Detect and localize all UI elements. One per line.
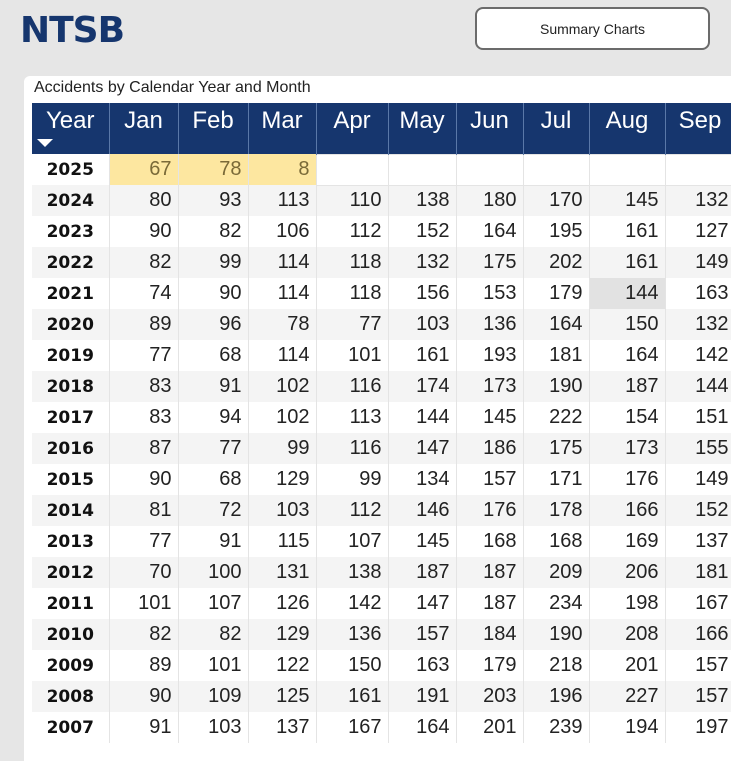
value-cell[interactable]: 187 xyxy=(456,557,523,588)
row-year-cell[interactable]: 2019 xyxy=(32,340,109,371)
value-cell[interactable]: 173 xyxy=(589,433,665,464)
value-cell[interactable]: 100 xyxy=(178,557,248,588)
value-cell[interactable]: 91 xyxy=(178,526,248,557)
value-cell[interactable]: 137 xyxy=(665,526,731,557)
value-cell[interactable]: 206 xyxy=(589,557,665,588)
value-cell[interactable]: 166 xyxy=(665,619,731,650)
value-cell[interactable]: 197 xyxy=(665,712,731,743)
value-cell[interactable]: 89 xyxy=(109,650,178,681)
matrix-header-row xyxy=(32,103,731,154)
value-cell[interactable] xyxy=(456,154,523,185)
value-cell[interactable]: 157 xyxy=(665,650,731,681)
value-cell[interactable]: 164 xyxy=(589,340,665,371)
value-cell[interactable]: 125 xyxy=(248,681,316,712)
table-row xyxy=(32,154,731,185)
table-row xyxy=(32,650,731,681)
value-cell[interactable]: 166 xyxy=(589,495,665,526)
value-cell[interactable]: 161 xyxy=(316,681,388,712)
value-cell[interactable]: 179 xyxy=(456,650,523,681)
value-cell[interactable]: 154 xyxy=(589,402,665,433)
value-cell[interactable]: 202 xyxy=(523,247,589,278)
ntsb-logo: NTSB xyxy=(20,10,125,51)
value-cell[interactable]: 103 xyxy=(178,712,248,743)
value-cell[interactable]: 136 xyxy=(456,309,523,340)
value-cell[interactable]: 83 xyxy=(109,371,178,402)
sort-descending-icon[interactable] xyxy=(37,139,53,147)
value-cell[interactable]: 178 xyxy=(523,495,589,526)
value-cell[interactable]: 138 xyxy=(316,557,388,588)
row-year-cell[interactable]: 2025 xyxy=(32,154,109,185)
value-cell[interactable]: 208 xyxy=(589,619,665,650)
value-cell[interactable]: 190 xyxy=(523,619,589,650)
row-year-cell[interactable]: 2018 xyxy=(32,371,109,402)
matrix-title: Accidents by Calendar Year and Month xyxy=(34,79,311,96)
value-cell[interactable]: 190 xyxy=(523,371,589,402)
value-cell[interactable]: 201 xyxy=(456,712,523,743)
table-row xyxy=(32,185,731,216)
value-cell[interactable]: 89 xyxy=(109,309,178,340)
value-cell[interactable]: 144 xyxy=(388,402,456,433)
value-cell[interactable]: 103 xyxy=(248,495,316,526)
value-cell[interactable]: 103 xyxy=(388,309,456,340)
value-cell[interactable]: 68 xyxy=(178,340,248,371)
table-row xyxy=(32,278,731,309)
row-year-cell[interactable]: 2020 xyxy=(32,309,109,340)
value-cell[interactable]: 164 xyxy=(523,309,589,340)
value-cell[interactable]: 91 xyxy=(109,712,178,743)
month-column-header-jun[interactable]: Jun xyxy=(456,103,523,154)
value-cell[interactable]: 161 xyxy=(589,247,665,278)
value-cell[interactable]: 82 xyxy=(178,619,248,650)
table-row xyxy=(32,340,731,371)
row-year-cell[interactable]: 2024 xyxy=(32,185,109,216)
value-cell[interactable]: 78 xyxy=(178,154,248,185)
value-cell[interactable]: 99 xyxy=(248,433,316,464)
value-cell[interactable]: 132 xyxy=(665,309,731,340)
month-column-header-jan[interactable]: Jan xyxy=(109,103,178,154)
value-cell[interactable]: 101 xyxy=(178,650,248,681)
value-cell[interactable]: 176 xyxy=(589,464,665,495)
value-cell[interactable] xyxy=(523,154,589,185)
value-cell[interactable]: 151 xyxy=(665,402,731,433)
value-cell[interactable]: 107 xyxy=(316,526,388,557)
table-row xyxy=(32,464,731,495)
value-cell[interactable]: 161 xyxy=(388,340,456,371)
accidents-matrix-panel xyxy=(24,76,731,761)
table-row xyxy=(32,309,731,340)
value-cell[interactable]: 126 xyxy=(248,588,316,619)
value-cell[interactable]: 191 xyxy=(388,681,456,712)
value-cell[interactable]: 82 xyxy=(109,247,178,278)
top-bar xyxy=(0,0,731,66)
value-cell[interactable]: 186 xyxy=(456,433,523,464)
value-cell[interactable]: 145 xyxy=(589,185,665,216)
value-cell[interactable]: 209 xyxy=(523,557,589,588)
value-cell[interactable]: 8 xyxy=(248,154,316,185)
value-cell[interactable]: 181 xyxy=(665,557,731,588)
value-cell[interactable]: 175 xyxy=(456,247,523,278)
table-row xyxy=(32,619,731,650)
value-cell[interactable]: 113 xyxy=(316,402,388,433)
value-cell[interactable]: 80 xyxy=(109,185,178,216)
value-cell[interactable]: 201 xyxy=(589,650,665,681)
value-cell[interactable]: 87 xyxy=(109,433,178,464)
value-cell[interactable]: 90 xyxy=(109,216,178,247)
value-cell[interactable]: 196 xyxy=(523,681,589,712)
month-column-header-aug[interactable]: Aug xyxy=(589,103,665,154)
row-year-cell[interactable]: 2014 xyxy=(32,495,109,526)
value-cell[interactable]: 155 xyxy=(665,433,731,464)
value-cell[interactable]: 187 xyxy=(388,557,456,588)
table-row xyxy=(32,588,731,619)
value-cell[interactable]: 157 xyxy=(388,619,456,650)
value-cell[interactable]: 83 xyxy=(109,402,178,433)
value-cell[interactable]: 227 xyxy=(589,681,665,712)
value-cell[interactable]: 102 xyxy=(248,371,316,402)
table-row xyxy=(32,712,731,743)
accidents-matrix xyxy=(32,103,731,743)
month-column-header-jul[interactable]: Jul xyxy=(523,103,589,154)
value-cell[interactable]: 91 xyxy=(178,371,248,402)
value-cell[interactable]: 198 xyxy=(589,588,665,619)
value-cell[interactable]: 174 xyxy=(388,371,456,402)
value-cell[interactable]: 70 xyxy=(109,557,178,588)
value-cell[interactable]: 78 xyxy=(248,309,316,340)
value-cell[interactable]: 138 xyxy=(388,185,456,216)
value-cell[interactable]: 184 xyxy=(456,619,523,650)
value-cell[interactable]: 68 xyxy=(178,464,248,495)
value-cell[interactable]: 171 xyxy=(523,464,589,495)
row-year-cell[interactable]: 2022 xyxy=(32,247,109,278)
value-cell[interactable]: 147 xyxy=(388,588,456,619)
value-cell[interactable]: 114 xyxy=(248,247,316,278)
table-row xyxy=(32,495,731,526)
value-cell[interactable]: 145 xyxy=(456,402,523,433)
value-cell[interactable]: 168 xyxy=(456,526,523,557)
value-cell[interactable]: 142 xyxy=(665,340,731,371)
row-year-cell[interactable]: 2011 xyxy=(32,588,109,619)
value-cell[interactable]: 150 xyxy=(589,309,665,340)
value-cell[interactable]: 116 xyxy=(316,433,388,464)
value-cell[interactable]: 90 xyxy=(178,278,248,309)
value-cell[interactable]: 147 xyxy=(388,433,456,464)
value-cell[interactable]: 129 xyxy=(248,619,316,650)
value-cell[interactable]: 81 xyxy=(109,495,178,526)
value-cell[interactable]: 193 xyxy=(456,340,523,371)
table-row xyxy=(32,247,731,278)
value-cell[interactable] xyxy=(665,154,731,185)
value-cell[interactable]: 118 xyxy=(316,278,388,309)
value-cell[interactable]: 82 xyxy=(178,216,248,247)
value-cell[interactable]: 169 xyxy=(589,526,665,557)
value-cell[interactable]: 164 xyxy=(388,712,456,743)
value-cell[interactable]: 82 xyxy=(109,619,178,650)
value-cell[interactable]: 67 xyxy=(109,154,178,185)
value-cell[interactable]: 77 xyxy=(109,526,178,557)
value-cell[interactable]: 131 xyxy=(248,557,316,588)
month-column-header-apr[interactable]: Apr xyxy=(316,103,388,154)
row-year-cell[interactable]: 2008 xyxy=(32,681,109,712)
value-cell[interactable]: 176 xyxy=(456,495,523,526)
month-column-header-mar[interactable]: Mar xyxy=(248,103,316,154)
value-cell[interactable]: 149 xyxy=(665,247,731,278)
value-cell[interactable]: 132 xyxy=(388,247,456,278)
row-year-cell[interactable]: 2009 xyxy=(32,650,109,681)
value-cell[interactable]: 152 xyxy=(388,216,456,247)
value-cell[interactable]: 175 xyxy=(523,433,589,464)
value-cell[interactable]: 77 xyxy=(316,309,388,340)
value-cell[interactable] xyxy=(388,154,456,185)
row-year-cell[interactable]: 2015 xyxy=(32,464,109,495)
table-row xyxy=(32,681,731,712)
row-year-cell[interactable]: 2012 xyxy=(32,557,109,588)
value-cell[interactable]: 218 xyxy=(523,650,589,681)
value-cell[interactable]: 145 xyxy=(388,526,456,557)
year-column-header[interactable] xyxy=(32,103,109,154)
value-cell[interactable]: 167 xyxy=(316,712,388,743)
value-cell[interactable]: 161 xyxy=(589,216,665,247)
value-cell[interactable]: 203 xyxy=(456,681,523,712)
value-cell[interactable]: 113 xyxy=(248,185,316,216)
value-cell[interactable]: 137 xyxy=(248,712,316,743)
value-cell[interactable]: 152 xyxy=(665,495,731,526)
value-cell[interactable] xyxy=(589,154,665,185)
row-year-cell[interactable]: 2021 xyxy=(32,278,109,309)
value-cell[interactable]: 170 xyxy=(523,185,589,216)
value-cell[interactable]: 181 xyxy=(523,340,589,371)
value-cell[interactable]: 118 xyxy=(316,247,388,278)
value-cell[interactable]: 134 xyxy=(388,464,456,495)
month-column-header-sep[interactable]: Sep xyxy=(665,103,731,154)
value-cell[interactable]: 90 xyxy=(109,464,178,495)
value-cell[interactable]: 164 xyxy=(456,216,523,247)
value-cell[interactable]: 122 xyxy=(248,650,316,681)
row-year-cell[interactable]: 2010 xyxy=(32,619,109,650)
table-row xyxy=(32,216,731,247)
value-cell[interactable]: 180 xyxy=(456,185,523,216)
value-cell[interactable]: 156 xyxy=(388,278,456,309)
value-cell[interactable]: 94 xyxy=(178,402,248,433)
value-cell[interactable]: 195 xyxy=(523,216,589,247)
value-cell[interactable]: 179 xyxy=(523,278,589,309)
summary-charts-button[interactable]: Summary Charts xyxy=(475,7,710,50)
value-cell[interactable]: 146 xyxy=(388,495,456,526)
value-cell[interactable]: 157 xyxy=(665,681,731,712)
row-year-cell[interactable]: 2016 xyxy=(32,433,109,464)
value-cell[interactable]: 114 xyxy=(248,278,316,309)
value-cell[interactable]: 129 xyxy=(248,464,316,495)
value-cell[interactable]: 163 xyxy=(665,278,731,309)
value-cell[interactable]: 99 xyxy=(178,247,248,278)
table-row xyxy=(32,402,731,433)
table-row xyxy=(32,371,731,402)
value-cell[interactable]: 115 xyxy=(248,526,316,557)
value-cell[interactable]: 112 xyxy=(316,216,388,247)
value-cell[interactable]: 90 xyxy=(109,681,178,712)
value-cell[interactable]: 107 xyxy=(178,588,248,619)
table-row xyxy=(32,526,731,557)
table-row xyxy=(32,557,731,588)
value-cell[interactable]: 101 xyxy=(316,340,388,371)
value-cell[interactable]: 163 xyxy=(388,650,456,681)
value-cell[interactable]: 106 xyxy=(248,216,316,247)
value-cell[interactable]: 112 xyxy=(316,495,388,526)
value-cell[interactable]: 136 xyxy=(316,619,388,650)
value-cell[interactable]: 127 xyxy=(665,216,731,247)
value-cell[interactable]: 116 xyxy=(316,371,388,402)
value-cell[interactable]: 77 xyxy=(178,433,248,464)
value-cell[interactable] xyxy=(316,154,388,185)
row-year-cell[interactable]: 2013 xyxy=(32,526,109,557)
row-year-cell[interactable]: 2023 xyxy=(32,216,109,247)
value-cell[interactable]: 132 xyxy=(665,185,731,216)
row-year-cell[interactable]: 2007 xyxy=(32,712,109,743)
value-cell[interactable]: 93 xyxy=(178,185,248,216)
value-cell[interactable]: 74 xyxy=(109,278,178,309)
value-cell[interactable]: 173 xyxy=(456,371,523,402)
value-cell[interactable]: 96 xyxy=(178,309,248,340)
month-column-header-may[interactable]: May xyxy=(388,103,456,154)
value-cell[interactable]: 149 xyxy=(665,464,731,495)
value-cell[interactable]: 222 xyxy=(523,402,589,433)
value-cell[interactable]: 144 xyxy=(665,371,731,402)
value-cell[interactable]: 150 xyxy=(316,650,388,681)
value-cell[interactable]: 168 xyxy=(523,526,589,557)
value-cell[interactable]: 144 xyxy=(589,278,665,309)
value-cell[interactable]: 72 xyxy=(178,495,248,526)
value-cell[interactable]: 102 xyxy=(248,402,316,433)
value-cell[interactable]: 114 xyxy=(248,340,316,371)
value-cell[interactable]: 110 xyxy=(316,185,388,216)
value-cell[interactable]: 194 xyxy=(589,712,665,743)
value-cell[interactable]: 187 xyxy=(589,371,665,402)
value-cell[interactable]: 153 xyxy=(456,278,523,309)
value-cell[interactable]: 109 xyxy=(178,681,248,712)
value-cell[interactable]: 157 xyxy=(456,464,523,495)
value-cell[interactable]: 239 xyxy=(523,712,589,743)
value-cell[interactable]: 142 xyxy=(316,588,388,619)
value-cell[interactable]: 99 xyxy=(316,464,388,495)
table-row xyxy=(32,433,731,464)
value-cell[interactable]: 187 xyxy=(456,588,523,619)
year-header-label: Year xyxy=(46,107,95,134)
value-cell[interactable]: 101 xyxy=(109,588,178,619)
value-cell[interactable]: 77 xyxy=(109,340,178,371)
month-column-header-feb[interactable]: Feb xyxy=(178,103,248,154)
value-cell[interactable]: 167 xyxy=(665,588,731,619)
value-cell[interactable]: 234 xyxy=(523,588,589,619)
row-year-cell[interactable]: 2017 xyxy=(32,402,109,433)
